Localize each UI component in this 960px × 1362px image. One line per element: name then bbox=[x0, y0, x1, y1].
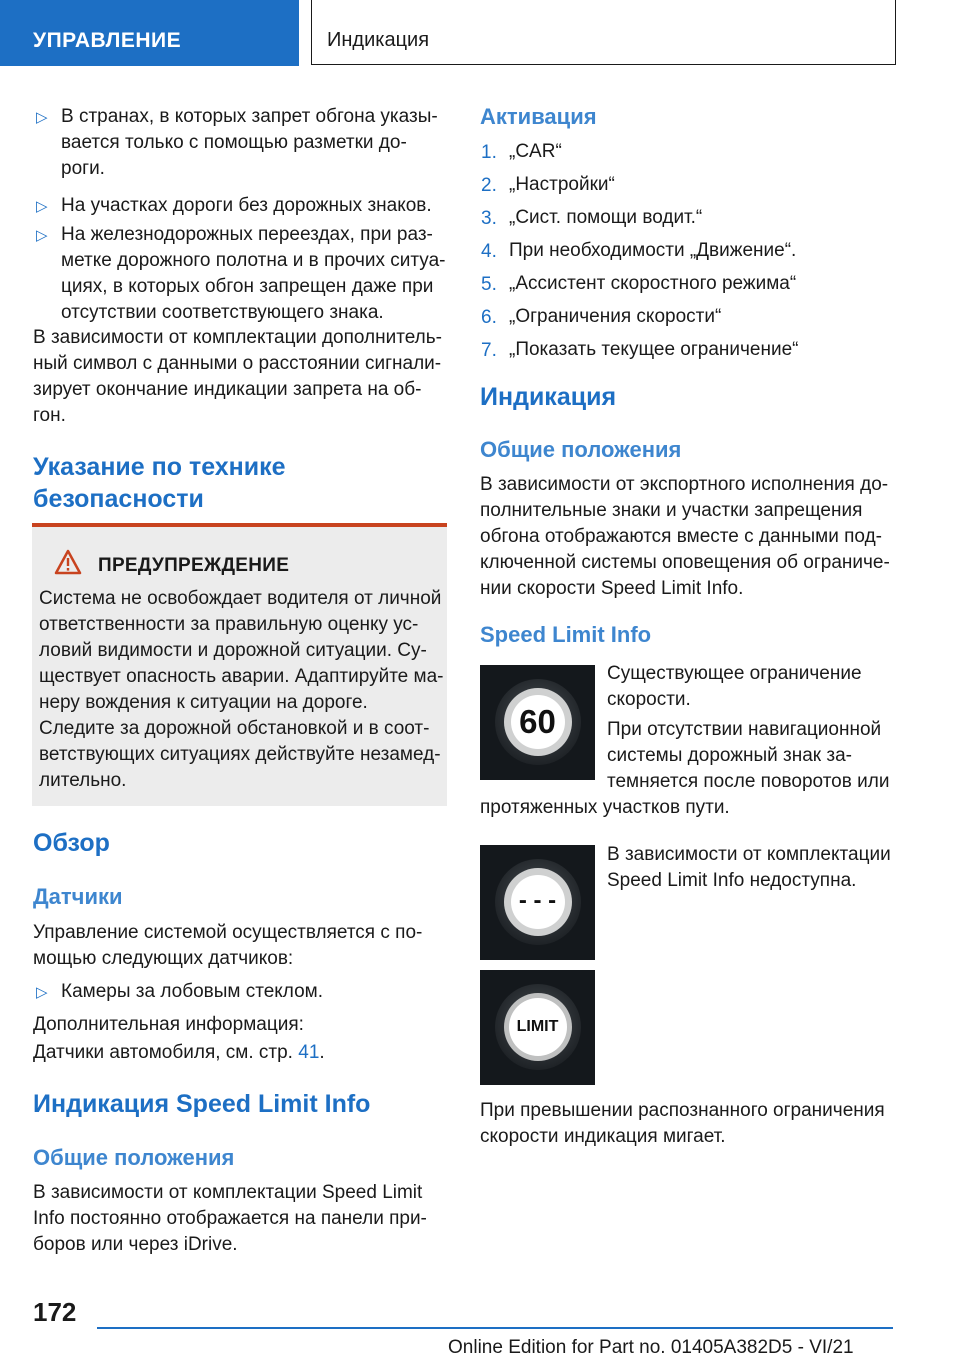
indication-heading: Индикация bbox=[480, 383, 617, 411]
reference-text: Датчики автомобиля, см. стр. bbox=[33, 1042, 299, 1063]
step-number: 6. bbox=[481, 307, 497, 328]
more-info-label: Дополнительная информация: bbox=[33, 1014, 304, 1035]
limit-image bbox=[480, 970, 595, 1085]
bullet-item bbox=[61, 222, 445, 326]
step-text: „Ассистент скоростного режима“ bbox=[509, 273, 797, 294]
text-line: ключенной системы оповещения об ограниче- bbox=[480, 552, 890, 573]
step-number: 2. bbox=[481, 175, 497, 196]
text-line: нии скорости Speed Limit Info. bbox=[480, 578, 744, 599]
text-line: В зависимости от экспортного исполнения до- bbox=[480, 474, 889, 495]
text-line: ответственности за правильную оценку ус- bbox=[39, 614, 419, 635]
warning-triangle-icon bbox=[54, 549, 82, 575]
text-line: лительно. bbox=[39, 770, 127, 791]
text-line: Следите за дорожной обстановкой и в соот- bbox=[39, 718, 430, 739]
text-line: обгона отображаются вместе с данными под- bbox=[480, 526, 882, 547]
step-number: 3. bbox=[481, 208, 497, 229]
text-line: В зависимости от комплектации Speed Limit bbox=[33, 1182, 423, 1203]
text-line: Система не освобождает водителя от личной bbox=[39, 588, 442, 609]
limit-label: LIMIT bbox=[516, 1018, 559, 1035]
speed-limit-unavailable-image bbox=[480, 845, 595, 960]
sensors-text bbox=[33, 920, 422, 972]
text-line: роги. bbox=[61, 158, 105, 179]
flash-text bbox=[480, 1098, 885, 1150]
footer-divider bbox=[97, 1327, 893, 1329]
page-link[interactable]: 41 bbox=[298, 1042, 320, 1063]
chapter-tab bbox=[311, 0, 896, 65]
sensors-reference bbox=[33, 1040, 325, 1066]
text-line: Info постоянно отображается на панели при- bbox=[33, 1208, 427, 1229]
bullet-marker-icon: ▷ bbox=[36, 984, 48, 1001]
bullet-item bbox=[61, 104, 438, 182]
text-line: В зависимости от комплектации дополнитель- bbox=[33, 327, 442, 348]
general-heading: Общие положения bbox=[33, 1145, 235, 1170]
img1-caption-2 bbox=[607, 717, 889, 795]
text-line: скорости индикация мигает. bbox=[480, 1126, 726, 1147]
sli-heading: Индикация Speed Limit Info bbox=[33, 1090, 371, 1118]
safety-heading bbox=[33, 451, 286, 515]
bullet-marker-icon: ▷ bbox=[36, 109, 48, 126]
text-line: скорости. bbox=[607, 689, 691, 710]
step-number: 1. bbox=[481, 142, 497, 163]
step-number: 5. bbox=[481, 274, 497, 295]
text-line: полнительные знаки и участки запрещения bbox=[480, 500, 863, 521]
text-line: циях, в которых обгон запрещен даже при bbox=[61, 276, 434, 297]
general-text-right bbox=[480, 472, 890, 602]
sensors-heading: Датчики bbox=[33, 884, 123, 909]
step-number: 4. bbox=[481, 241, 497, 262]
speed-value: - - - bbox=[518, 887, 557, 914]
text-line: ветствующих ситуациях действуйте незамед- bbox=[39, 744, 441, 765]
warning-box bbox=[32, 523, 447, 806]
text-line: зирует окончание индикации запрета на об- bbox=[33, 379, 422, 400]
edition-text: Online Edition for Part no. 01405A382D5 - VI/21 bbox=[448, 1337, 854, 1358]
text-line: ный символ с данными о расстоянии сигнали- bbox=[33, 353, 442, 374]
step-text: „Показать текущее ограничение“ bbox=[509, 339, 799, 360]
text-line: мощью следующих датчиков: bbox=[33, 948, 294, 969]
text-line: В зависимости от комплектации bbox=[607, 844, 891, 865]
step-number: 7. bbox=[481, 340, 497, 361]
bullet-item bbox=[61, 193, 432, 219]
text-line: отсутствии соответствующего знака. bbox=[61, 302, 384, 323]
chapter-title: Индикация bbox=[327, 29, 430, 51]
text-line: гон. bbox=[33, 405, 66, 426]
activation-heading: Активация bbox=[480, 104, 597, 129]
step-text: „Настройки“ bbox=[509, 174, 615, 195]
step-text: „CAR“ bbox=[509, 141, 562, 162]
speed-value: 60 bbox=[519, 703, 556, 740]
bullet-marker-icon: ▷ bbox=[36, 198, 48, 215]
page-header bbox=[0, 0, 960, 66]
text-line: ловий видимости и дорожной ситуации. Су- bbox=[39, 640, 427, 661]
general-heading-right: Общие положения bbox=[480, 437, 682, 462]
general-text bbox=[33, 1180, 427, 1258]
img2-caption bbox=[607, 842, 891, 894]
text-line: На железнодорожных переездах, при раз- bbox=[61, 224, 433, 245]
text-line: Управление системой осуществляется с по- bbox=[33, 922, 423, 943]
heading-line: безопасности bbox=[33, 485, 204, 513]
page-number: 172 bbox=[33, 1297, 77, 1327]
bullet-marker-icon: ▷ bbox=[36, 227, 48, 244]
text-line: В странах, в которых запрет обгона указы- bbox=[61, 106, 438, 127]
text-line: неру вождения к ситуации на дороге. bbox=[39, 692, 368, 713]
sensors-bullet: Камеры за лобовым стеклом. bbox=[61, 981, 324, 1002]
step-text: При необходимости „Движение“. bbox=[509, 240, 797, 261]
img1-caption bbox=[607, 661, 862, 713]
text-line: метке дорожного полотна и в прочих ситуа- bbox=[61, 250, 446, 271]
text-line: Speed Limit Info недоступна. bbox=[607, 870, 857, 891]
warning-title: ПРЕДУПРЕЖДЕНИЕ bbox=[98, 555, 290, 576]
text-line: На участках дороги без дорожных знаков. bbox=[61, 195, 432, 216]
text-line: системы дорожный знак за- bbox=[607, 745, 852, 766]
text-line: Существующее ограничение bbox=[607, 663, 862, 684]
step-text: „Ограничения скорости“ bbox=[509, 306, 722, 327]
reference-end: . bbox=[319, 1042, 325, 1063]
text-line: вается только с помощью разметки до- bbox=[61, 132, 407, 153]
warning-text bbox=[39, 586, 443, 794]
text-line: боров или через iDrive. bbox=[33, 1234, 238, 1255]
section-title: УПРАВЛЕНИЕ bbox=[33, 29, 182, 52]
overview-heading: Обзор bbox=[33, 829, 110, 857]
text-line: При превышении распознанного ограничения bbox=[480, 1100, 885, 1121]
img1-caption-3: протяженных участков пути. bbox=[480, 797, 730, 818]
speed-limit-60-image bbox=[480, 665, 595, 780]
paragraph bbox=[33, 325, 442, 429]
text-line: темняется после поворотов или bbox=[607, 771, 890, 792]
text-line: При отсутствии навигационной bbox=[607, 719, 882, 740]
text-line: ществует опасность аварии. Адаптируйте ма- bbox=[39, 666, 444, 687]
heading-line: Указание по технике bbox=[33, 453, 286, 481]
sli-heading-right: Speed Limit Info bbox=[480, 622, 652, 647]
step-text: „Сист. помощи водит.“ bbox=[509, 207, 703, 228]
section-tab bbox=[0, 0, 299, 66]
